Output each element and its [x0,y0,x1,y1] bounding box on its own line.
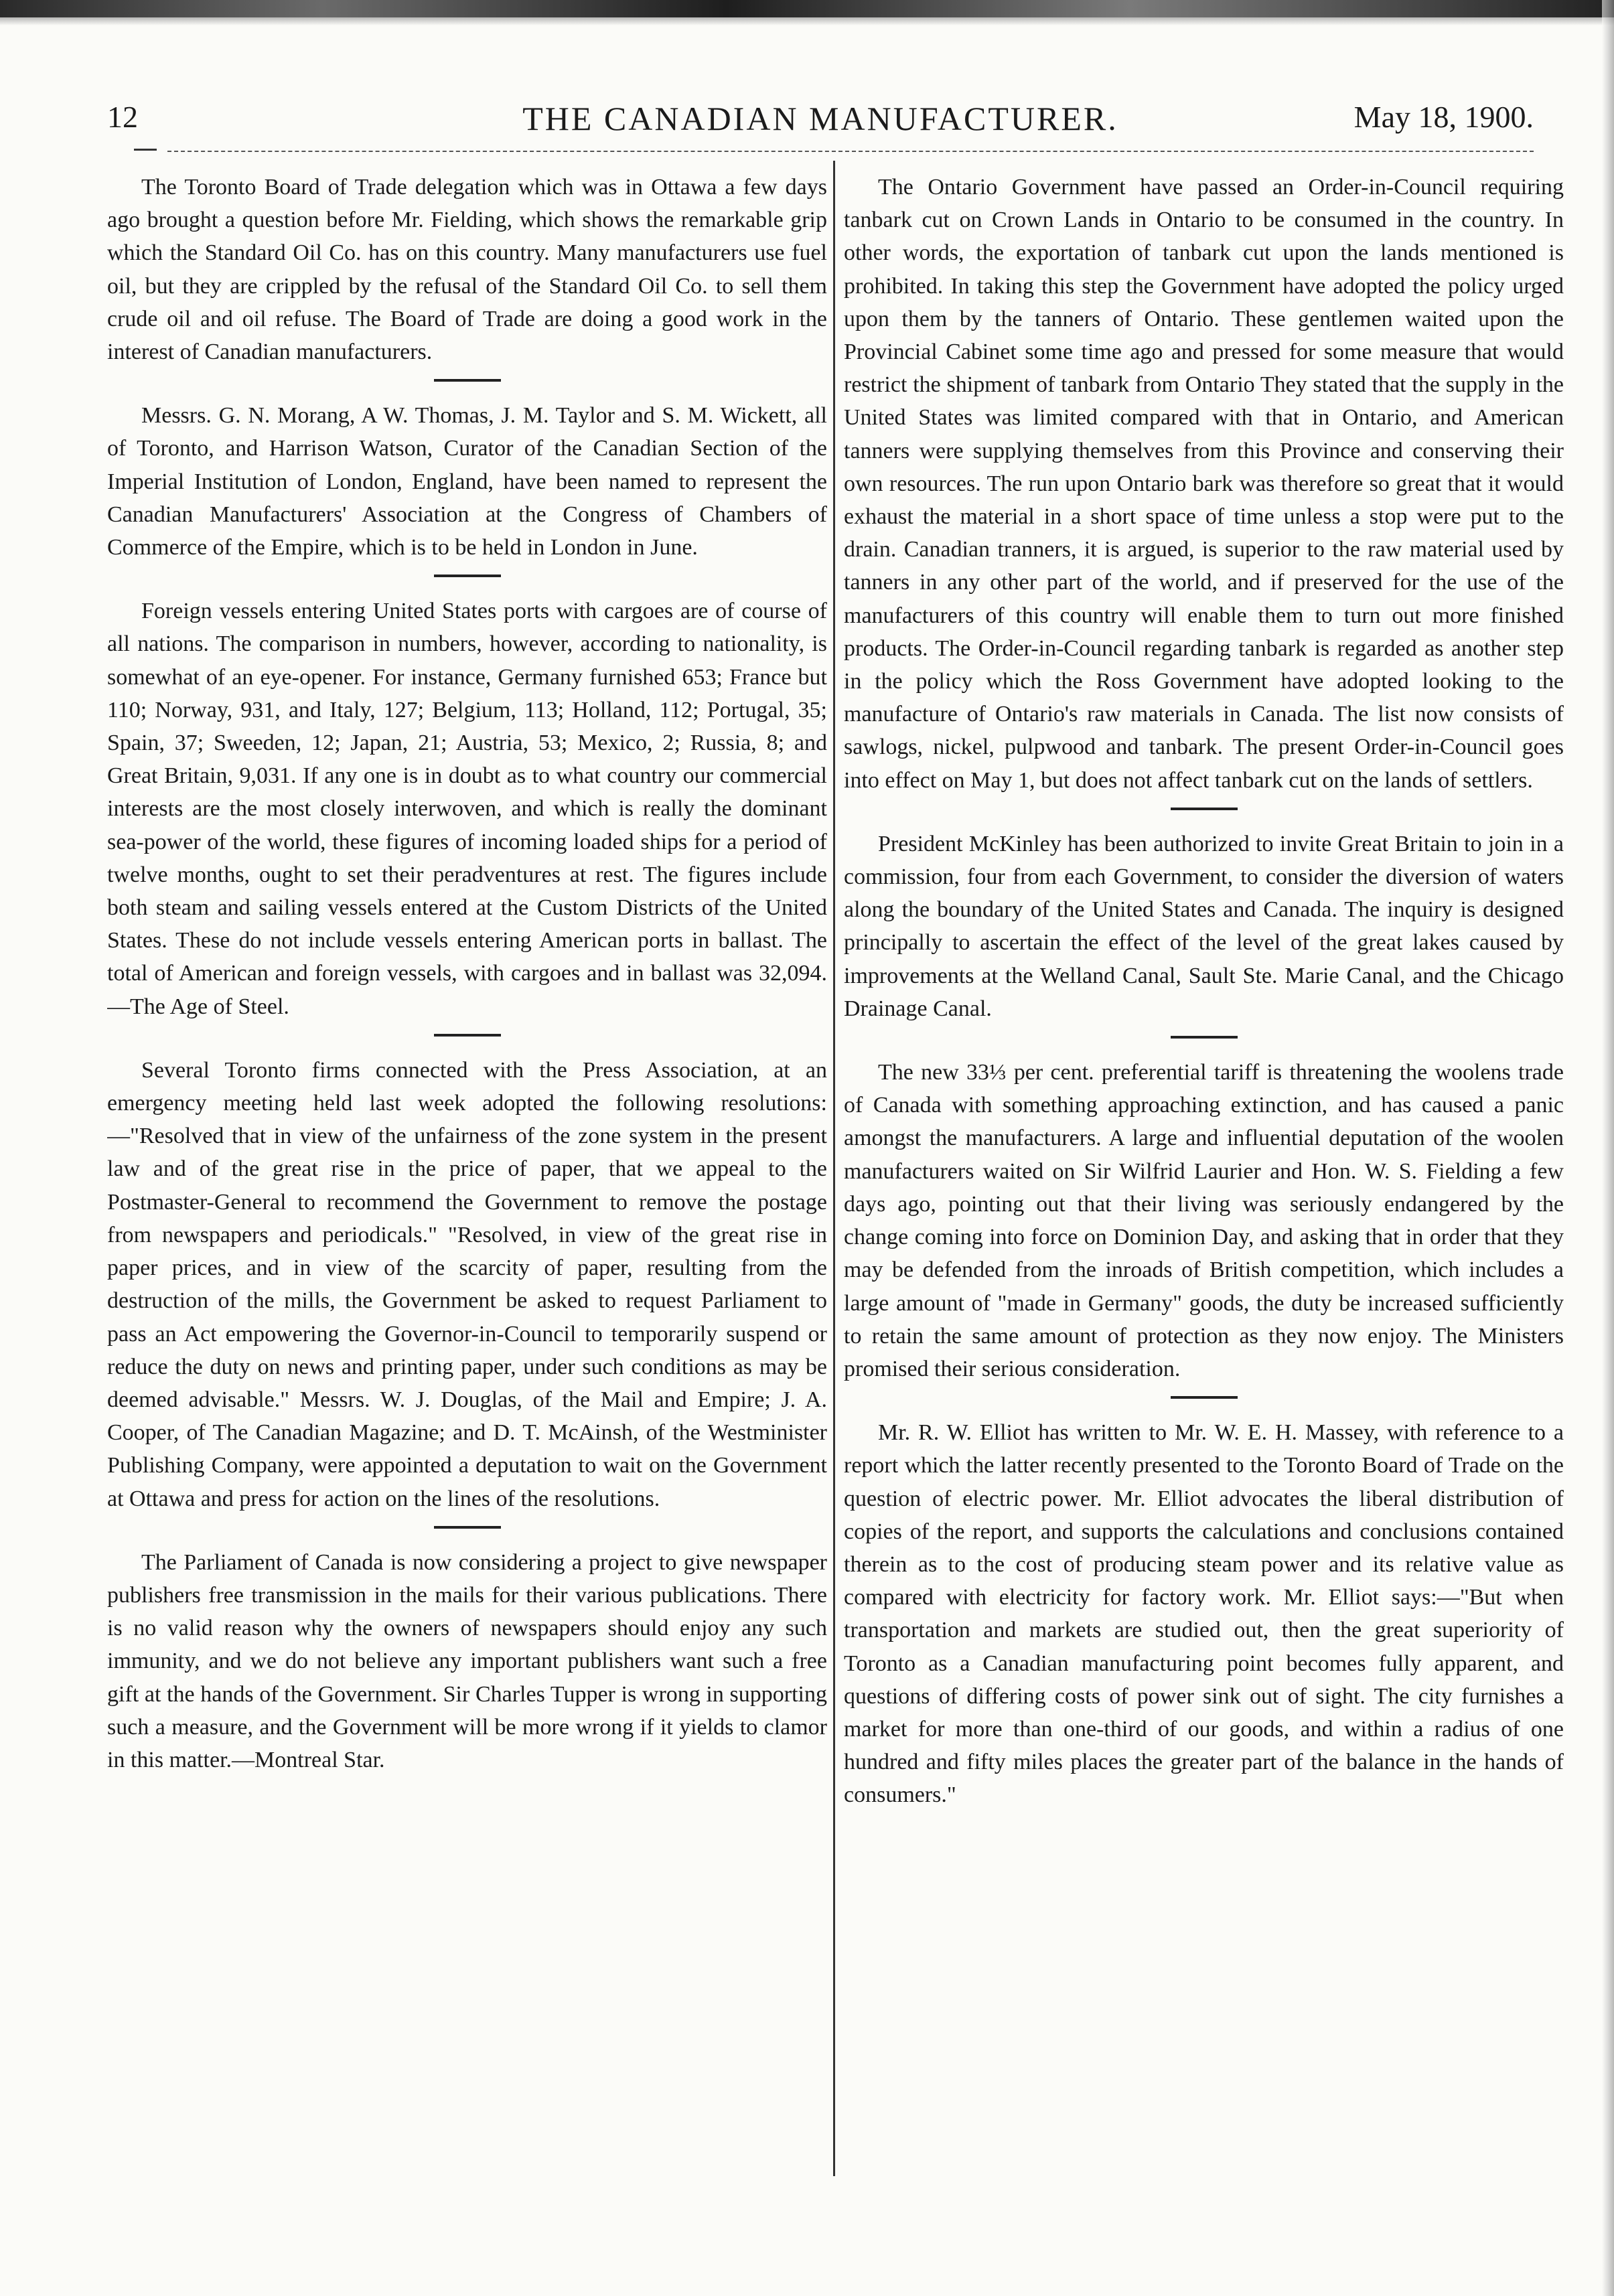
header-mark [134,149,157,151]
scan-right-edge [1602,0,1614,2296]
article-woolens-tariff: The new 33⅓ per cent. preferential tariff is threatening the woolens trade of Canada with something approaching extinction, and has caused a panic amongst the manufacturers. A large and influential deputation of the woolen manufacturers waited on Sir Wilfrid Laurier and Hon. W. S. Fielding a few days ago, pointing out that their living was seriously endangered by the change coming into force on Dominion Day, and asking that in order that they may be defended from the inroads of British competition, which includes a large amount of "made in Germany" goods, the duty be increased sufficiently to retain the same amount of protection as they now enjoy. The Ministers promised their serious consideration. [844,1060,1564,1381]
article-waterways-commission: President McKinley has been authorized to invite Great Britain to join in a commission, four from each Government, to consider the diversion of waters along the boundary of the United States and Canada. The inquiry is designed principally to ascertain the effect of the level of the great lakes caused by improvements at the Welland Canal, Sault Ste. Marie Canal, and the Chicago Drainage Canal. [844,831,1564,1021]
article-divider [1171,808,1238,810]
article-standard-oil: The Toronto Board of Trade delegation which was in Ottawa a few days ago brought a question before Mr. Fielding, which shows the remarkable grip which the Standard Oil Co. has on this country. Many manufacturers use fuel oil, but they are crippled by the refusal of the Standard Oil Co. to sell them crude oil and oil refuse. The Board of Trade are doing a good work in the interest of Canadian manufacturers. [107,175,827,365]
article-divider [1171,1036,1238,1039]
article-divider [1171,1396,1238,1399]
article-divider [434,1034,501,1037]
page-header [107,99,1534,146]
article-foreign-vessels: Foreign vessels entering United States ports with cargoes are of course of all nations. The comparison in numbers, however, according to nationality, is somewhat of an eye-opener. For instance, Germany furnished 653; France but 110; Norway, 931, and Italy, 127; Belgium, 113; Holland, 112; Portugal, 35; Spain, 37; Sweeden, 12; Japan, 21; Austria, 53; Mexico, 2; Russia, 8; and Great Britain, 9,031. If any one is in doubt as to what country our commercial interests are the most closely interwoven, and which is really the dominant sea-power of the world, these figures of incoming loaded ships for a period of twelve months, ought to set their peradventures at rest. The figures include both steam and sailing vessels entered at the Custom Districts of the United States. These do not include vessels entering American ports in ballast. The total of American and foreign vessels, with cargoes and in ballast was 32,094. —The Age of Steel. [107,599,827,1019]
right-column [844,171,1564,2179]
column-rule [833,161,835,2176]
page-number: 12 [107,100,138,134]
article-electric-power: Mr. R. W. Elliot has written to Mr. W. E. H. Massey, with reference to a report which the latter recently presented to the Toronto Board of Trade on the question of electric power. Mr. Elliot advocates the liberal distribution of copies of the report, and supports the calculations and conclusions contained therein as to the cost of producing steam power and its relative value as compared with electricity for factory work. Mr. Elliot says:—"But when transportation and markets are studied out, then the great superiority of Toronto as a Canadian manufacturing point becomes fully apparent, and questions of differing costs of power sink out of sight. The city furnishes a market for more than one-third of our goods, and within a radius of one hundred and fifty miles places the greater part of the balance in the hands of consumers." [844,1420,1564,1808]
scan-top-edge [0,0,1614,17]
header-rule [167,151,1534,152]
left-column [107,171,827,2179]
issue-date: May 18, 1900. [1353,100,1534,134]
article-divider [434,575,501,577]
article-press-association: Several Toronto firms connected with the Press Association, at an emergency meeting held last week adopted the following resolutions:—"Resolved that in view of the unfairness of the zone system in the present law and of the great rise in the price of paper, that we appeal to the Postmaster-General to recommend the Government to remove the postage from newspapers and periodicals." "Resolved, in view of the great rise in paper prices, and in view of the scarcity of paper, resulting from the destruction of the mills, the Government be asked to request Parliament to pass an Act empowering the Governor-in-Council to temporarily suspend or reduce the duty on news and printing paper, under such conditions as may be deemed advisable." Messrs. W. J. Douglas, of the Mail and Empire; J. A. Cooper, of The Canadian Magazine; and D. T. McAinsh, of the Westminister Publishing Company, were appointed a deputation to wait on the Government at Ottawa and press for action on the lines of the resolutions. [107,1057,827,1511]
article-tanbark: The Ontario Government have passed an Order-in-Council requiring tanbark cut on Crown Lands in Ontario to be consumed in the country. In other words, the exportation of tanbark cut upon the lands mentioned is prohibited. In taking this step the Government have adopted the policy urged upon them by the tanners of Ontario. These gentlemen waited upon the Provincial Cabinet some time ago and pressed for some measure that would restrict the shipment of tanbark from Ontario They stated that the supply in the United States was limited compared with that in Ontario, and American tanners were supplying themselves from this Province and conserving their own resources. The run upon Ontario bark was therefore so great that it would exhaust the material in a short space of time unless a stop were put to the drain. Canadian tranners, it is argued, is superior to the raw material used by tanners in any other part of the world, and if preserved for the use of the manufacturers of this country will enable them to turn out more finished products. The Order-in-Council regarding tanbark is regarded as another step in the policy which the Ross Government have adopted looking to the manufacture of Ontario's raw materials in Canada. The list now consists of sawlogs, nickel, pulpwood and tanbark. The present Order-in-Council goes into effect on May 1, but does not affect tanbark cut on the lands of settlers. [844,175,1564,793]
article-newspaper-postage: The Parliament of Canada is now considering a project to give newspaper publishers free transmission in the mails for their various publications. There is no valid reason why the owners of newspapers should enjoy any such immunity, and we do not believe any important publishers want such a free gift at the hands of the Government. Sir Charles Tupper is wrong in supporting such a measure, and the Government will be more wrong if it yields to clamor in this matter.—Montreal Star. [107,1549,827,1772]
article-divider [434,1526,501,1529]
page-title: THE CANADIAN MANUFACTURER. [522,100,1118,137]
article-divider [434,379,501,382]
article-congress-delegates: Messrs. G. N. Morang, A W. Thomas, J. M. Taylor and S. M. Wickett, all of Toronto, and Harrison Watson, Curator of the Canadian Section of the Imperial Institution of London, England, have been named to represent the Canadian Manufacturers' Association at the Congress of Chambers of Commerce of the Empire, which is to be held in London in June. [107,403,827,560]
scan-top-shadow [0,17,1614,25]
